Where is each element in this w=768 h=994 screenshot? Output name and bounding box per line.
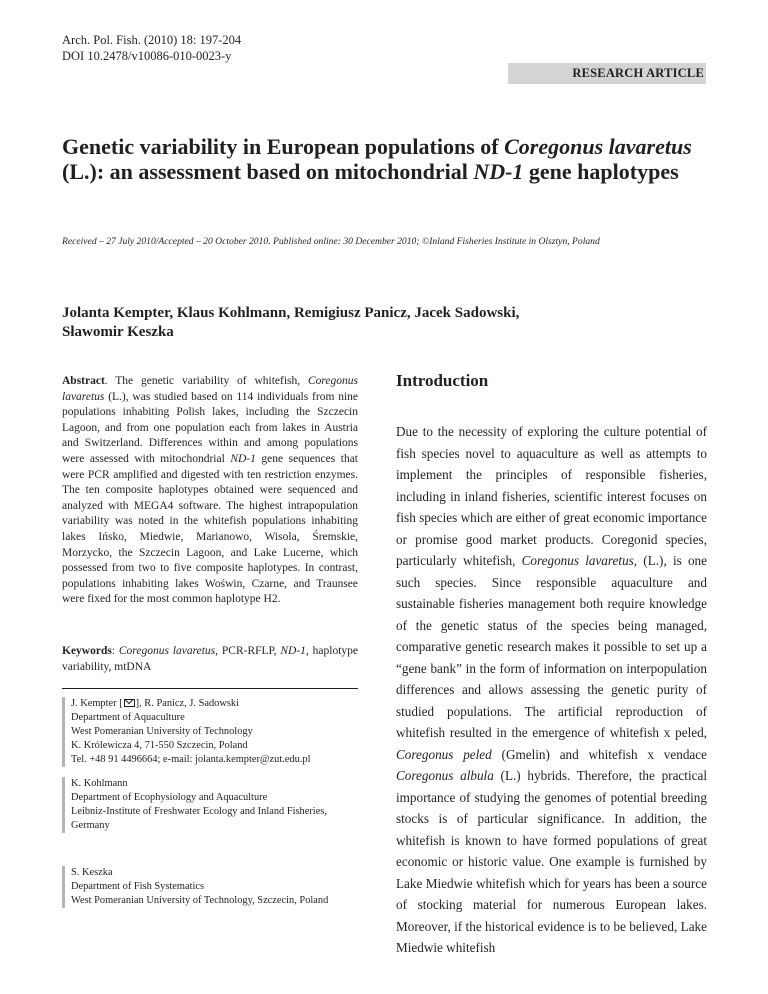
citation-block — [62, 32, 241, 64]
contact-line[interactable]: Tel. +48 91 4496664; e-mail: jolanta.kempter@zut.edu.pl — [71, 754, 311, 765]
keywords: Keywords: Coregonus lavaretus, PCR-RFLP, ND-1, haplotype variability, mtDNA — [62, 645, 359, 673]
affiliation-line: Germany — [71, 820, 110, 831]
envelope-icon[interactable] — [124, 699, 135, 707]
publication-history: Received – 27 July 2010/Accepted – 20 October 2010. Published online: 30 December 2010; ©Inland Fisheries Institute in Olsztyn, Poland — [62, 236, 600, 247]
article-type-label: RESEARCH ARTICLE — [572, 66, 704, 80]
introduction-heading: Introduction — [396, 371, 489, 390]
journal-reference: Arch. Pol. Fish. (2010) 18: 197-204 — [62, 33, 242, 47]
doi-link[interactable]: DOI 10.2478/v10086-010-0023-y — [62, 49, 232, 63]
author-list: Jolanta Kempter, Klaus Kohlmann, Remigiusz Panicz, Jacek Sadowski, Sławomir Keszka — [62, 305, 520, 340]
abstract: Abstract. The genetic variability of whitefish, Coregonus lavaretus (L.), was studied based on 114 individuals from nine populations inhabiting Polish lakes, including the Szczecin Lagoon, and from one population each from lakes in Austria and Switzerland. Differences within and among populations were assessed with mitochondrial ND-1 gene sequences that were PCR amplified and digested with ten restriction enzymes. The ten composite haplotypes obtained were sequenced and analyzed with MEGA4 software. The highest intrapopulation variability was noted in the whitefish populations inhabiting lakes Ińsko, Miedwie, Marianowo, Wisola, Śremskie, Morzycko, the Szczecin Lagoon, and Lake Lucerne, which possessed from two to five composite haplotypes. In contrast, populations inhabiting lakes Woświn, Czarne, and Traunsee were fixed for the most common haplotype H2. — [62, 375, 359, 606]
divider — [62, 688, 358, 689]
affiliation-line: Department of Ecophysiology and Aquaculture — [71, 792, 268, 803]
affiliation-line: West Pomeranian University of Technology, Szczecin, Poland — [71, 895, 329, 906]
affiliation-authors: S. Keszka — [71, 867, 113, 878]
affiliation-1 — [62, 697, 361, 767]
article-title: Genetic variability in European populations of Coregonus lavaretus (L.): an assessment based on mitochondrial ND-1 gene haplotypes — [62, 134, 692, 184]
affiliation-authors: J. Kempter [ ], R. Panicz, J. Sadowski — [71, 698, 239, 709]
affiliation-2 — [62, 777, 361, 833]
affiliation-3 — [62, 866, 361, 908]
affiliation-line: West Pomeranian University of Technology — [71, 726, 253, 737]
affiliation-line: Leibniz-Institute of Freshwater Ecology and Inland Fisheries, — [71, 806, 327, 817]
affiliation-line: K. Królewicza 4, 71-550 Szczecin, Poland — [71, 740, 248, 751]
keywords-label: Keywords — [62, 645, 112, 657]
article-type-banner — [508, 63, 706, 84]
abstract-label: Abstract — [62, 375, 105, 387]
affiliation-line: Department of Aquaculture — [71, 712, 185, 723]
affiliation-authors: K. Kohlmann — [71, 778, 128, 789]
affiliation-line: Department of Fish Systematics — [71, 881, 205, 892]
introduction-text: Due to the necessity of exploring the culture potential of fish species novel to aquaculture as well as attempts to implement the principles of responsible fisheries, including in inland fisheries, scientific interest focuses on fish species which are either of great economic importance or promise good market products. Coregonid species, particularly whitefish, Coregonus lavaretus, (L.), is one such species. Since responsible aquaculture and sustainable fisheries management both require knowledge of the genetic status of the species being managed, comparative genetic research makes it possible to set up a “gene bank” in the form of information on interpopulation differences and allows assessing the genetic purity of studied populations. The artificial reproduction of whitefish resulted in the emergence of whitefish x peled, Coregonus peled (Gmelin) and whitefish x vendace Coregonus albula (L.) hybrids. Therefore, the practical importance of studying the genomes of potential breeding stocks is of particular significance. In addition, the whitefish is known to have formed populations of great economic or historic value. One example is furnished by Lake Miedwie whitefish which for years has been a source of stocking material for numerous European lakes. Moreover, if the historical evidence is to be believed, Lake Miedwie whitefish — [396, 424, 708, 955]
